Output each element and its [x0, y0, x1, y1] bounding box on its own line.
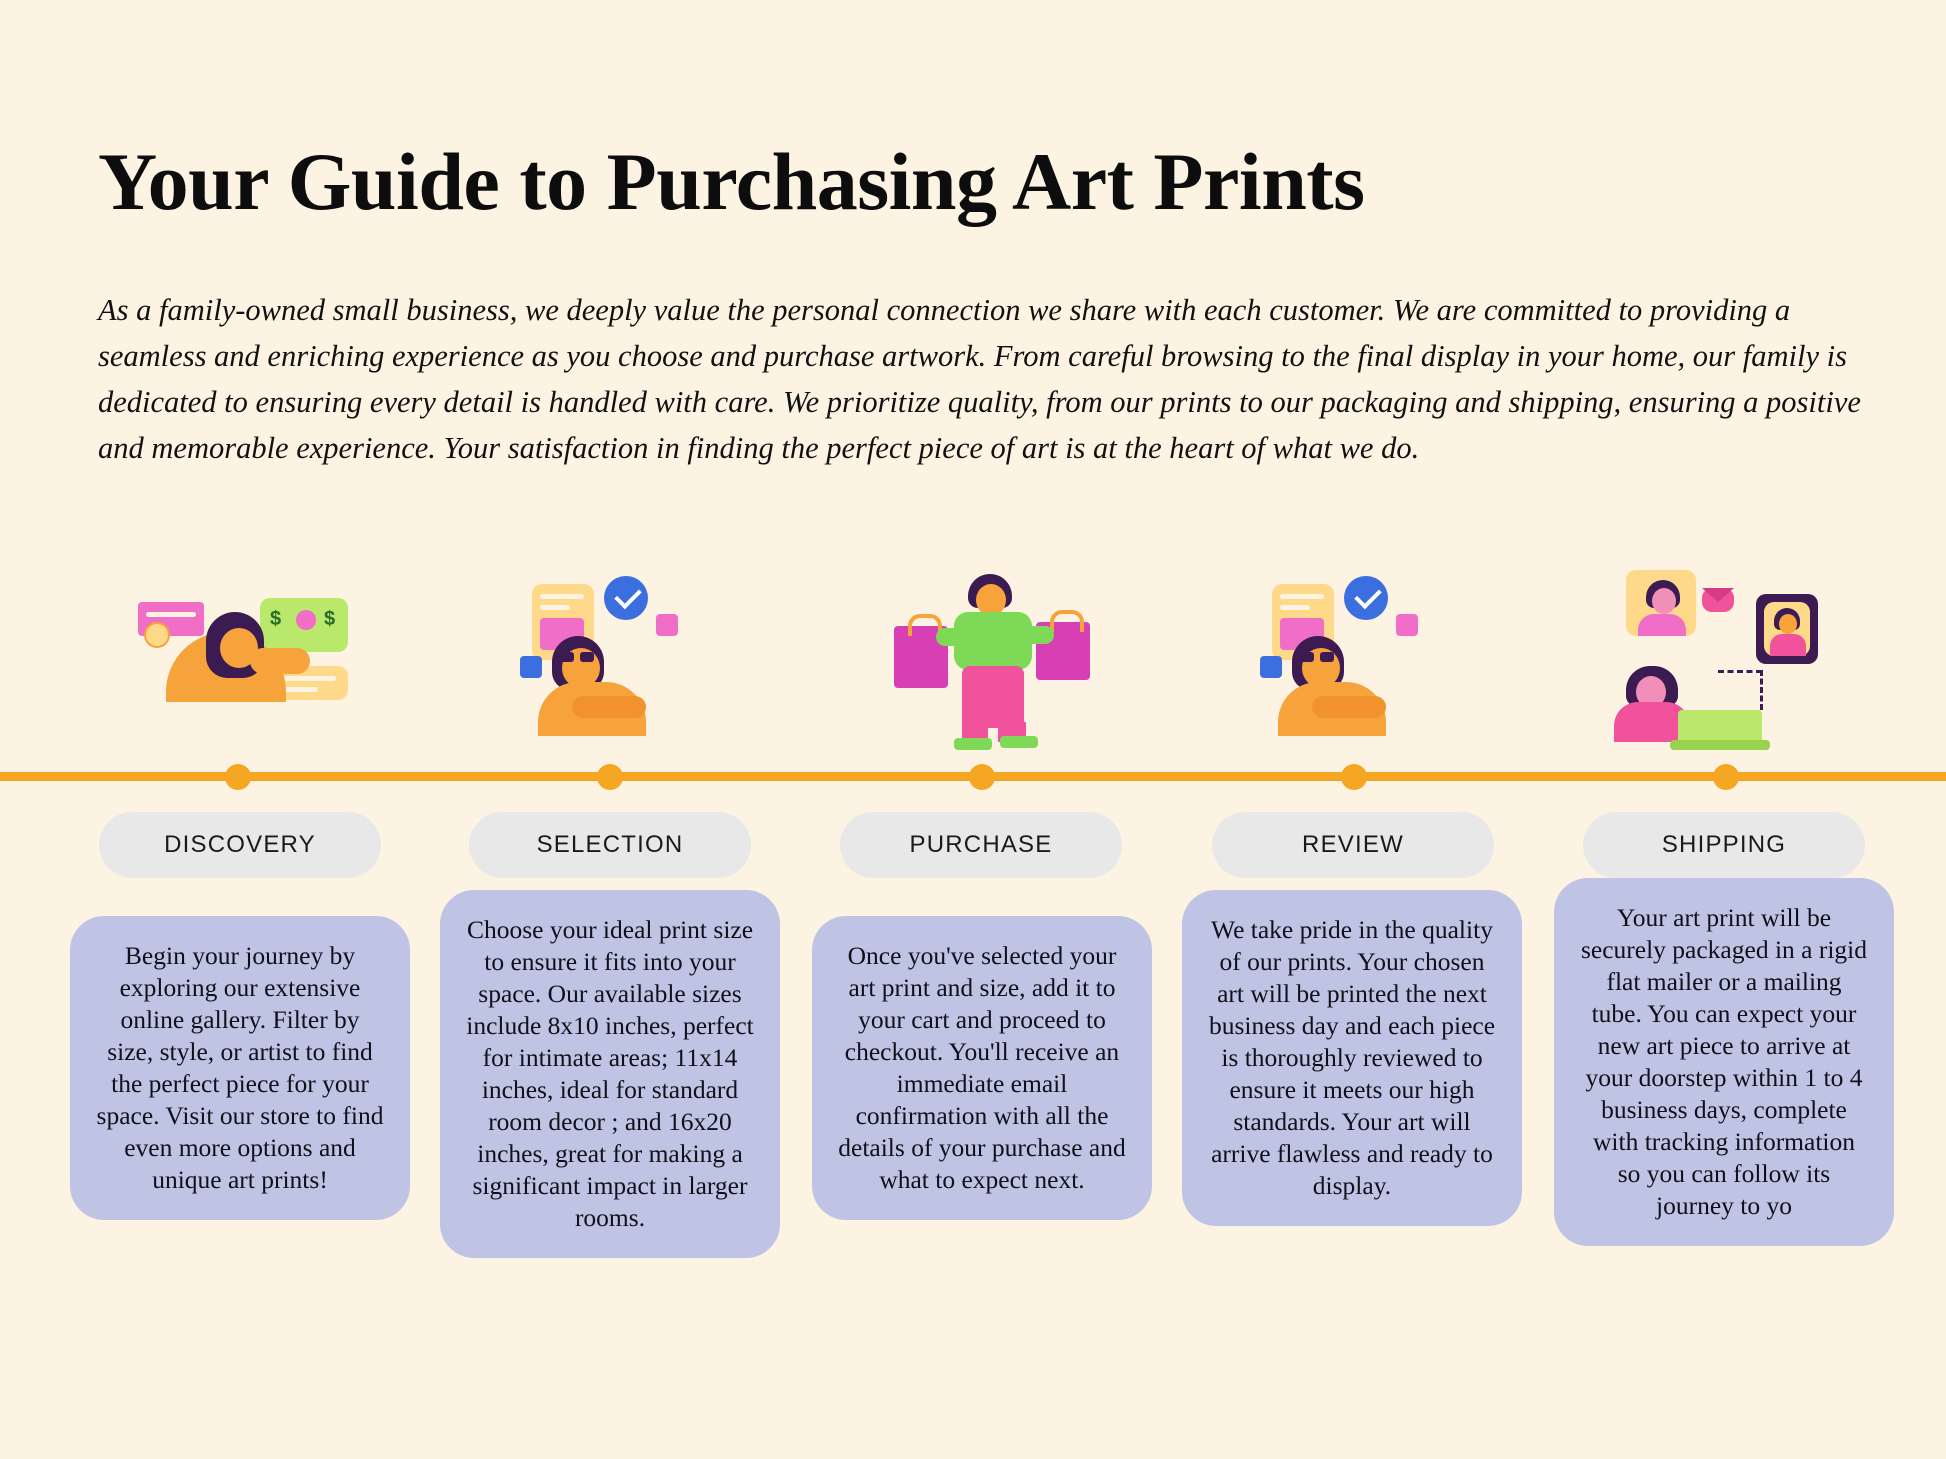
timeline-dot-shipping [1713, 764, 1739, 790]
step-description-discovery: Begin your journey by exploring our extensive online gallery. Filter by size, style, or artist to find the perfect piece for your space. Visit our store to find even more options and unique art prints! [70, 916, 410, 1220]
step-illustration-shipping [1590, 570, 1910, 750]
step-label-shipping: SHIPPING [1583, 812, 1865, 878]
step-illustration-review [1220, 570, 1540, 750]
person-with-money-and-cards-icon: $ $ [110, 570, 430, 750]
step-label-purchase: PURCHASE [840, 812, 1122, 878]
step-description-review: We take pride in the quality of our prints. Your chosen art will be printed the next business day and each piece is thoroughly reviewed to ensure it meets our high standards. Your art will arrive flawless and ready to display. [1182, 890, 1522, 1226]
page-title: Your Guide to Purchasing Art Prints [98, 136, 1365, 227]
people-shipping-and-tracking-icon [1590, 570, 1910, 750]
person-choosing-print-size-icon [480, 570, 800, 750]
step-label-selection: SELECTION [469, 812, 751, 878]
step-illustration-discovery [110, 570, 430, 750]
step-description-selection: Choose your ideal print size to ensure it fits into your space. Our available sizes include 8x10 inches, perfect for intimate areas; 11x14 inches, ideal for standard room decor ; and 16x20 inches, great for making a significant impact in larger rooms. [440, 890, 780, 1258]
person-reviewing-print-quality-icon [1220, 570, 1540, 750]
step-illustration-selection [480, 570, 800, 750]
step-description-purchase: Once you've selected your art print and size, add it to your cart and proceed to checkout. You'll receive an immediate email confirmation with all the details of your purchase and what to expect next. [812, 916, 1152, 1220]
timeline-dot-purchase [969, 764, 995, 790]
step-description-shipping: Your art print will be securely packaged in a rigid flat mailer or a mailing tube. You can expect your new art piece to arrive at your doorstep within 1 to 4 business days, complete with tracking information so you can follow its journey to yo [1554, 878, 1894, 1246]
timeline-dot-discovery [225, 764, 251, 790]
timeline-dot-selection [597, 764, 623, 790]
step-illustration-purchase [850, 570, 1170, 750]
step-label-review: REVIEW [1212, 812, 1494, 878]
step-label-discovery: DISCOVERY [99, 812, 381, 878]
timeline-dot-review [1341, 764, 1367, 790]
person-carrying-shopping-bags-icon [850, 570, 1170, 750]
intro-paragraph: As a family-owned small business, we deeply value the personal connection we share with each customer. We are committed to providing a seamless and enriching experience as you choose and purchase artwork. From careful browsing to the final display in your home, our family is dedicated to ensuring every detail is handled with care. We prioritize quality, from our prints to our packaging and shipping, ensuring a positive and memorable experience. Your satisfaction in finding the perfect piece of art is at the heart of what we do. [98, 293, 1861, 465]
